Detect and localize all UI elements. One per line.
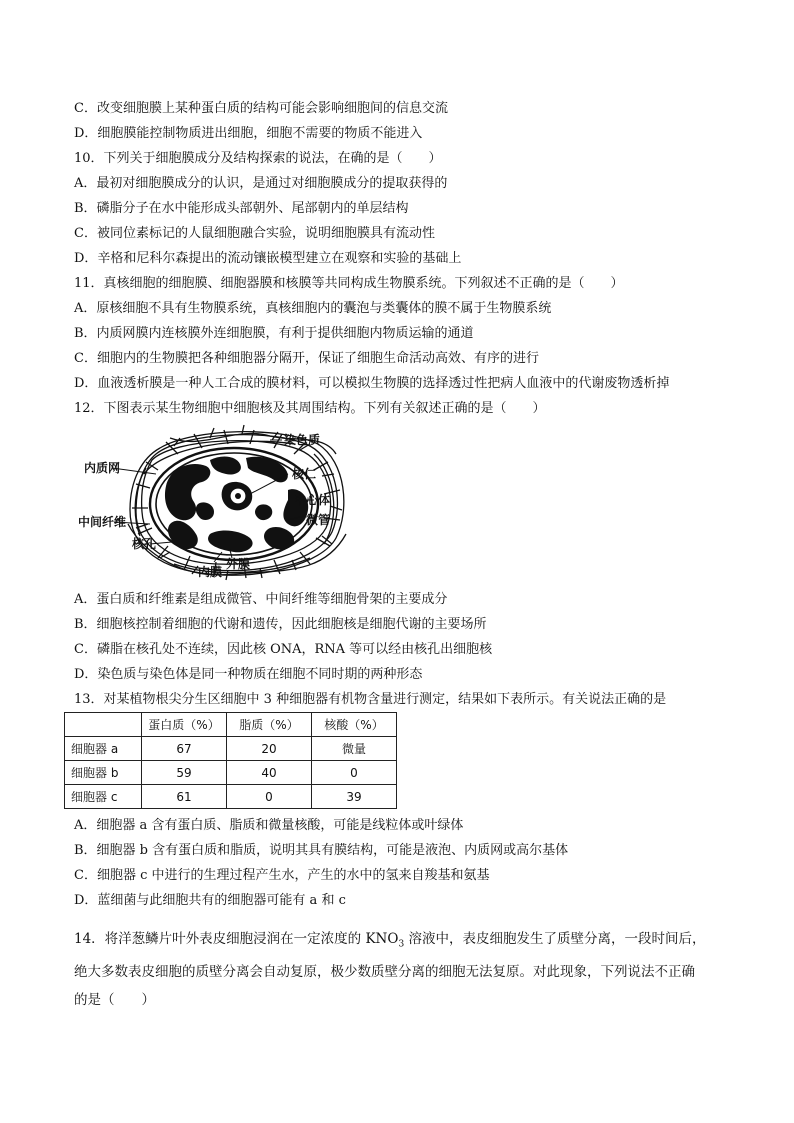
table-cell: 0 xyxy=(312,761,397,785)
table-header-cell xyxy=(65,713,142,737)
table-cell: 61 xyxy=(142,785,227,809)
nucleus-diagram-svg xyxy=(74,424,374,584)
table-header-cell: 核酸（%） xyxy=(312,713,397,737)
table-cell: 40 xyxy=(227,761,312,785)
label-er: 内质网 xyxy=(84,461,121,475)
table-cell: 59 xyxy=(142,761,227,785)
table-header-cell: 蛋白质（%） xyxy=(142,713,227,737)
q11-stem: 11．真核细胞的细胞膜、细胞器膜和核膜等共同构成生物膜系统。下列叙述不正确的是（ ） xyxy=(74,276,624,291)
q12-option-b: B．细胞核控制着细胞的代谢和遗传，因此细胞核是细胞代谢的主要场所 xyxy=(74,617,487,632)
q9-option-c: C．改变细胞膜上某种蛋白质的结构可能会影响细胞间的信息交流 xyxy=(74,101,448,116)
label-nucleolus: 核仁 xyxy=(292,467,317,481)
label-microtubule: 微管 xyxy=(306,513,331,527)
q11-option-a: A．原核细胞不具有生物膜系统，真核细胞内的囊泡与类囊体的膜不属于生物膜系统 xyxy=(74,301,552,316)
q12-option-c: C．磷脂在核孔处不连续，因此核 ONA，RNA 等可以经由核孔出细胞核 xyxy=(74,642,493,657)
q10-option-a: A．最初对细胞膜成分的认识，是通过对细胞膜成分的提取获得的 xyxy=(74,176,448,191)
q11-option-d: D．血液透析膜是一种人工合成的膜材料，可以模拟生物膜的选择透过性把病人血液中的代谢废物透析掉 xyxy=(74,376,670,391)
table-cell: 细胞器 c xyxy=(65,785,142,809)
table-cell: 0 xyxy=(227,785,312,809)
table-cell: 细胞器 a xyxy=(65,737,142,761)
label-chromatin: 染色质 xyxy=(284,433,321,447)
q14-stem-line1 xyxy=(74,929,705,955)
q14-subscript: 3 xyxy=(398,939,405,950)
q12-option-d: D．染色质与染色体是同一种物质在细胞不同时期的两种形态 xyxy=(74,667,423,682)
label-nuclear-pore: 核孔 xyxy=(132,537,157,551)
table-header-cell: 脂质（%） xyxy=(227,713,312,737)
q12-stem: 12．下图表示某生物细胞中细胞核及其周围结构。下列有关叙述正确的是（ ） xyxy=(74,401,546,416)
q14-text-post: 溶液中，表皮细胞发生了质壁分离，一段时间后， xyxy=(404,931,706,947)
label-outer-membrane: 外膜 xyxy=(226,557,251,571)
nucleus-diagram xyxy=(74,424,374,584)
table-row xyxy=(65,737,397,761)
q14-text-pre: 14．将洋葱鳞片叶外表皮细胞浸润在一定浓度的 KNO xyxy=(74,931,399,947)
q14-stem-line2: 绝大多数表皮细胞的质壁分离会自动复原，极少数质壁分离的细胞无法复原。对此现象，下列说法不正确 xyxy=(74,964,695,980)
table-cell: 微量 xyxy=(312,737,397,761)
organelle-table xyxy=(64,712,397,809)
q10-stem: 10．下列关于细胞膜成分及结构探索的说法，在确的是（ ） xyxy=(74,151,442,166)
table-cell: 67 xyxy=(142,737,227,761)
q13-option-b: B．细胞器 b 含有蛋白质和脂质，说明其具有膜结构，可能是液泡、内质网或高尔基体 xyxy=(74,843,569,858)
q10-option-d: D．辛格和尼科尔森提出的流动镶嵌模型建立在观察和实验的基础上 xyxy=(74,251,462,266)
q11-option-b: B．内质网膜内连核膜外连细胞膜，有利于提供细胞内物质运输的通道 xyxy=(74,326,474,341)
table-row xyxy=(65,785,397,809)
table-cell: 20 xyxy=(227,737,312,761)
q10-option-b: B．磷脂分子在水中能形成头部朝外、尾部朝内的单层结构 xyxy=(74,201,409,216)
table-cell: 39 xyxy=(312,785,397,809)
table-row xyxy=(65,761,397,785)
table-header-row xyxy=(65,713,397,737)
label-centrosome: 中心体 xyxy=(294,493,331,507)
q13-option-d: D．蓝细菌与此细胞共有的细胞器可能有 a 和 c xyxy=(74,893,346,908)
q13-option-a: A．细胞器 a 含有蛋白质、脂质和微量核酸，可能是线粒体或叶绿体 xyxy=(74,818,464,833)
label-intermediate-filament: 中间纤维 xyxy=(78,515,127,529)
q12-option-a: A．蛋白质和纤维素是组成微管、中间纤维等细胞骨架的主要成分 xyxy=(74,592,448,607)
q13-stem: 13．对某植物根尖分生区细胞中 3 种细胞器有机物含量进行测定，结果如下表所示。有关说法正确的是 xyxy=(74,692,667,707)
q14-stem-line3: 的是（ ） xyxy=(74,992,155,1008)
q10-option-c: C．被同位素标记的人鼠细胞融合实验，说明细胞膜具有流动性 xyxy=(74,226,435,241)
table-cell: 细胞器 b xyxy=(65,761,142,785)
q13-option-c: C．细胞器 c 中进行的生理过程产生水，产生的水中的氢来自羧基和氨基 xyxy=(74,868,490,883)
q9-option-d: D．细胞膜能控制物质进出细胞，细胞不需要的物质不能进入 xyxy=(74,126,423,141)
label-inner-membrane: 内膜 xyxy=(198,565,223,579)
q11-option-c: C．细胞内的生物膜把各种细胞器分隔开，保证了细胞生命活动高效、有序的进行 xyxy=(74,351,539,366)
